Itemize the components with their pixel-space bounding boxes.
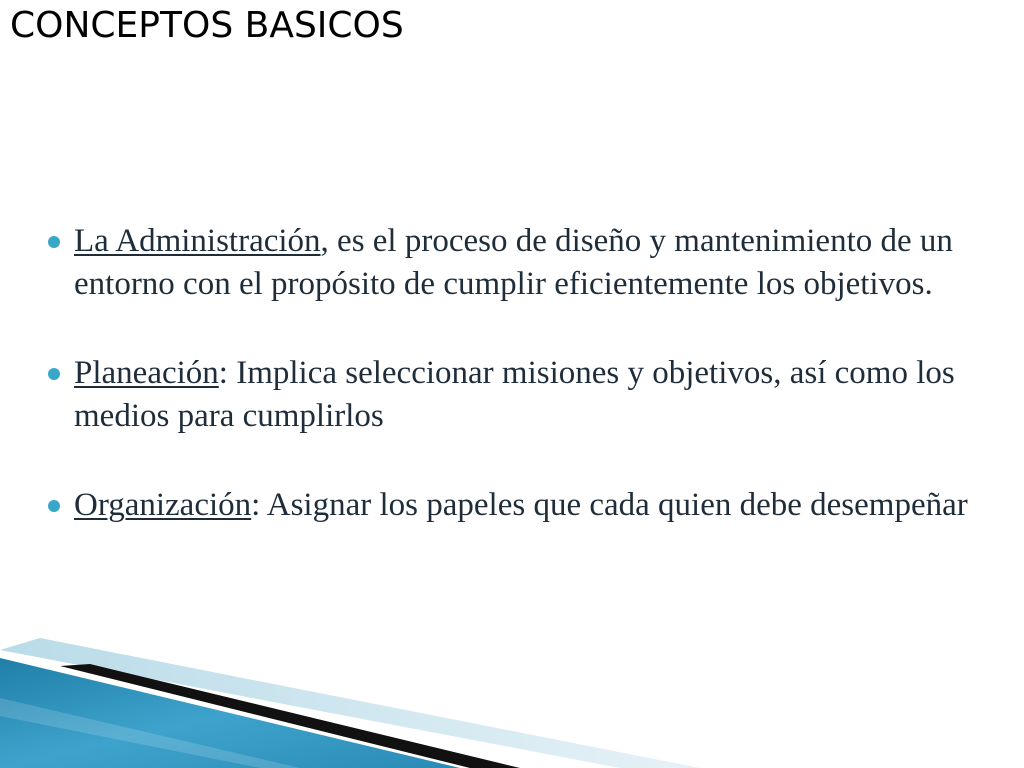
bullet-item-organizacion (46, 484, 976, 527)
bullet-dot-icon (48, 500, 60, 512)
bullet-separator: : (218, 355, 228, 391)
bullet-list (46, 220, 976, 573)
slide-title: CONCEPTOS BASICOS (10, 5, 404, 46)
bullet-separator: : (251, 487, 261, 523)
bullet-text: es el proceso de diseño y mantenimiento de un entorno con el propósito de cumplir eficientemente los objetivos. (74, 223, 953, 302)
bullet-text: Asignar los papeles que cada quien debe desempeñar (260, 487, 968, 523)
bullet-item-administracion (46, 220, 976, 306)
bullet-term: Organización (74, 487, 252, 523)
bullet-dot-icon (48, 368, 60, 380)
bullet-separator: , (320, 223, 329, 259)
bullet-term: La Administración (74, 223, 321, 259)
bullet-text: Implica seleccionar misiones y objetivos, así como los medios para cumplirlos (74, 355, 955, 434)
bullet-item-planeacion (46, 352, 976, 438)
bullet-term: Planeación (74, 355, 219, 391)
decorative-wave-band (0, 638, 1024, 768)
bullet-dot-icon (48, 236, 60, 248)
